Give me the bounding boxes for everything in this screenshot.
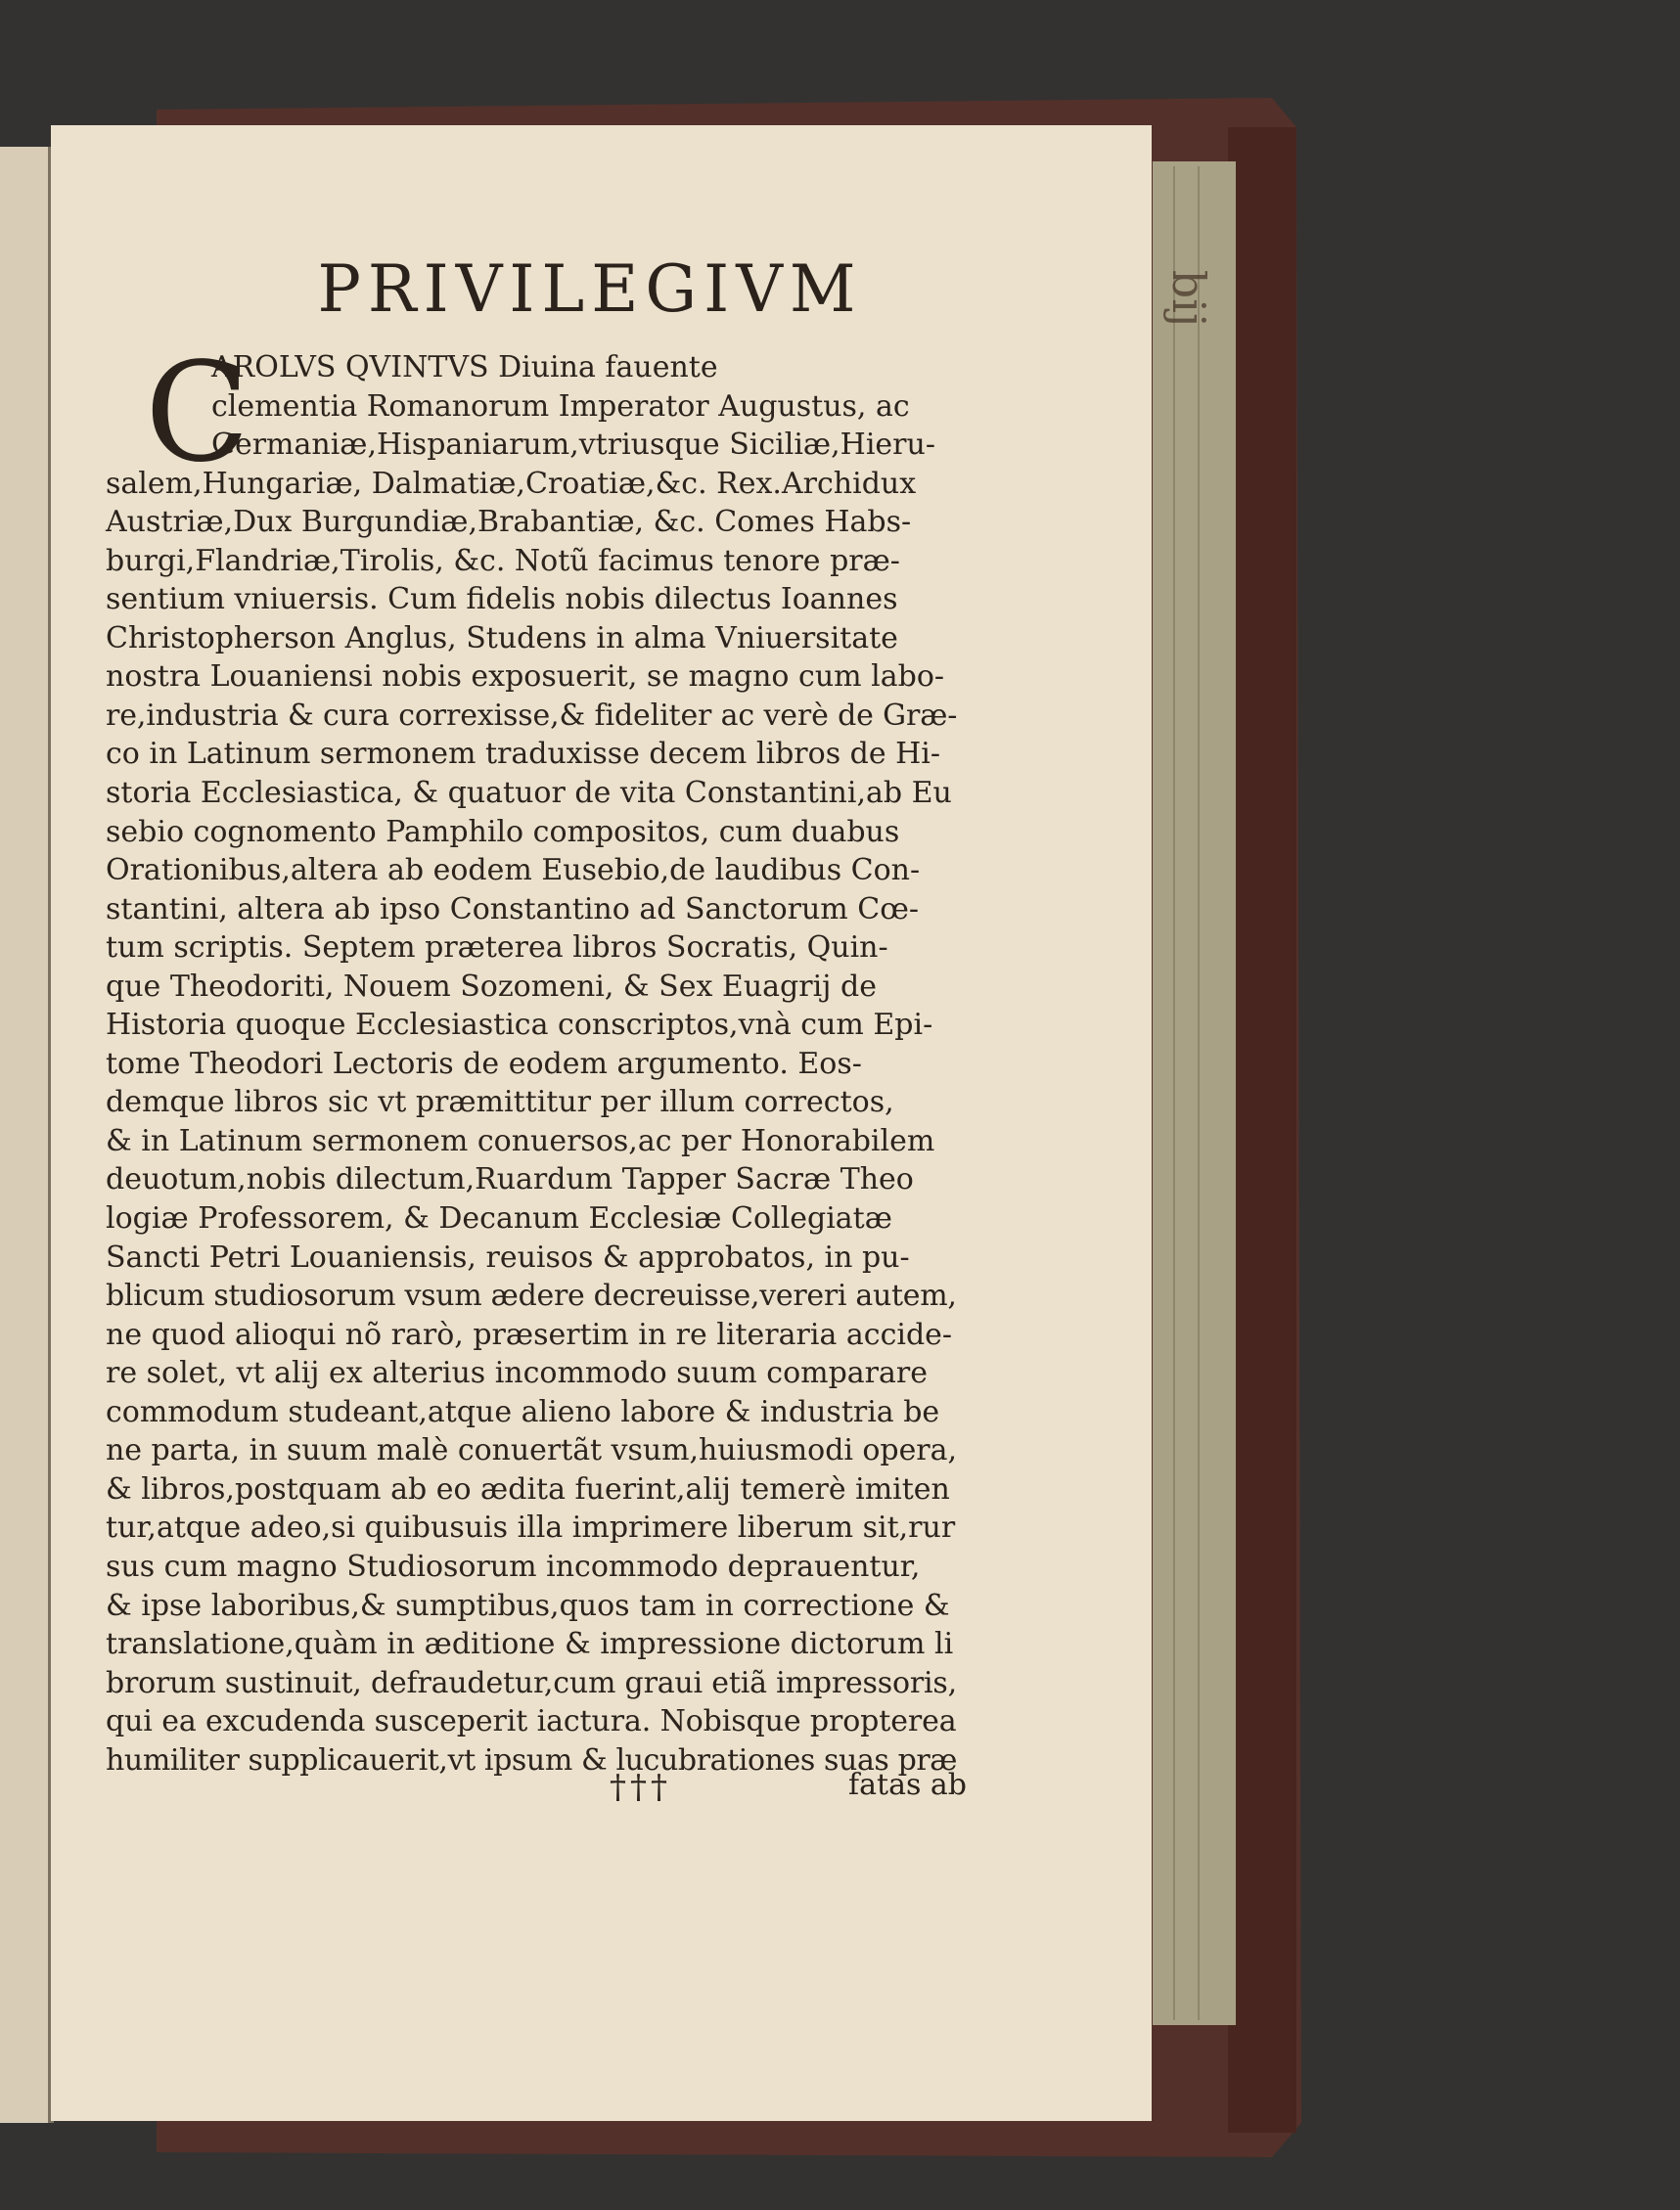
- text-line: tome Theodori Lectoris de eodem argumento. Eos-: [106, 1046, 862, 1081]
- text-line: logiæ Professorem, & Decanum Ecclesiæ Collegiatæ: [106, 1201, 892, 1237]
- page-edges: [1153, 161, 1236, 2025]
- left-page-sliver: [0, 147, 51, 2123]
- catchword: fatas ab: [848, 1768, 967, 1802]
- text-line: & libros,postquam ab eo ædita fuerint,alij temerè imiten: [106, 1471, 950, 1507]
- rear-spine: [1228, 127, 1296, 2133]
- text-line: brorum sustinuit, defraudetur,cum graui etiã impressoris,: [106, 1665, 957, 1700]
- text-line: re solet, vt alij ex alterius incommodo suum comparare: [106, 1356, 928, 1391]
- text-line: Germaniæ,Hispaniarum,vtriusque Siciliæ,Hieru-: [211, 428, 935, 463]
- text-line: translatione,quàm in æditione & impressione dictorum li: [106, 1627, 954, 1662]
- text-line: tum scriptis. Septem præterea libros Socratis, Quin-: [106, 930, 888, 966]
- text-line: ne parta, in suum malè conuertãt vsum,huiusmodi opera,: [106, 1433, 957, 1468]
- signature-mark: †††: [610, 1768, 671, 1807]
- text-line: Austriæ,Dux Burgundiæ,Brabantiæ, &c. Comes Habs-: [106, 505, 912, 540]
- text-line: Historia quoque Ecclesiastica conscriptos,vnà cum Epi-: [106, 1008, 933, 1043]
- text-line: nostra Louaniensi nobis exposuerit, se magno cum labo-: [106, 659, 945, 695]
- text-line: re,industria & cura correxisse,& fideliter ac verè de Græ-: [106, 698, 958, 733]
- drop-cap-letter: C: [145, 334, 250, 493]
- text-line: salem,Hungariæ, Dalmatiæ,Croatiæ,&c. Rex.Archidux: [106, 466, 917, 501]
- text-line: que Theodoriti, Nouem Sozomeni, & Sex Euagrij de: [106, 969, 877, 1004]
- folio-signature-mark: bij: [1162, 269, 1216, 328]
- text-line: co in Latinum sermonem traduxisse decem libros de Hi-: [106, 737, 941, 772]
- text-line: humiliter supplicauerit,vt ipsum & lucubrationes suas præ: [106, 1742, 958, 1778]
- text-line: deuotum,nobis dilectum,Ruardum Tapper Sacræ Theo: [106, 1162, 914, 1197]
- privilege-body: [106, 348, 976, 1780]
- text-line: burgi,Flandriæ,Tirolis, &c. Notũ facimus tenore præ-: [106, 543, 900, 578]
- text-line: sus cum magno Studiosorum incommodo deprauentur,: [106, 1549, 921, 1584]
- text-line: clementia Romanorum Imperator Augustus, ac: [211, 388, 910, 424]
- text-line: AROLVS QVINTVS Diuina fauente: [211, 350, 718, 384]
- text-line: & in Latinum sermonem conuersos,ac per Honorabilem: [106, 1123, 935, 1158]
- text-line: Christopherson Anglus, Studens in alma Vniuersitate: [106, 620, 898, 655]
- text-line: tur,atque adeo,si quibusuis illa imprimere liberum sit,rur: [106, 1511, 956, 1546]
- text-line: ne quod alioqui nõ rarò, præsertim in re literaria accide-: [106, 1317, 953, 1352]
- page-footer: [106, 1768, 976, 1811]
- text-line: storia Ecclesiastica, & quatuor de vita Constantini,ab Eu: [106, 776, 952, 811]
- text-line: Sancti Petri Louaniensis, reuisos & approbatos, in pu-: [106, 1240, 910, 1275]
- text-line: blicum studiosorum vsum ædere decreuisse,vereri autem,: [106, 1279, 957, 1314]
- text-line: & ipse laboribus,& sumptibus,quos tam in correctione &: [106, 1588, 950, 1623]
- page-title: PRIVILEGIVM: [317, 251, 863, 327]
- text-line: sentium vniuersis. Cum fidelis nobis dilectus Ioannes: [106, 582, 898, 617]
- text-line: Orationibus,altera ab eodem Eusebio,de laudibus Con-: [106, 853, 921, 888]
- text-line: commodum studeant,atque alieno labore & industria be: [106, 1394, 940, 1429]
- text-line: demque libros sic vt præmittitur per illum correctos,: [106, 1085, 894, 1120]
- text-line: sebio cognomento Pamphilo compositos, cum duabus: [106, 814, 900, 849]
- text-line: stantini, altera ab ipso Constantino ad Sanctorum Cœ-: [106, 891, 920, 926]
- text-line: qui ea excudenda susceperit iactura. Nobisque propterea: [106, 1704, 957, 1739]
